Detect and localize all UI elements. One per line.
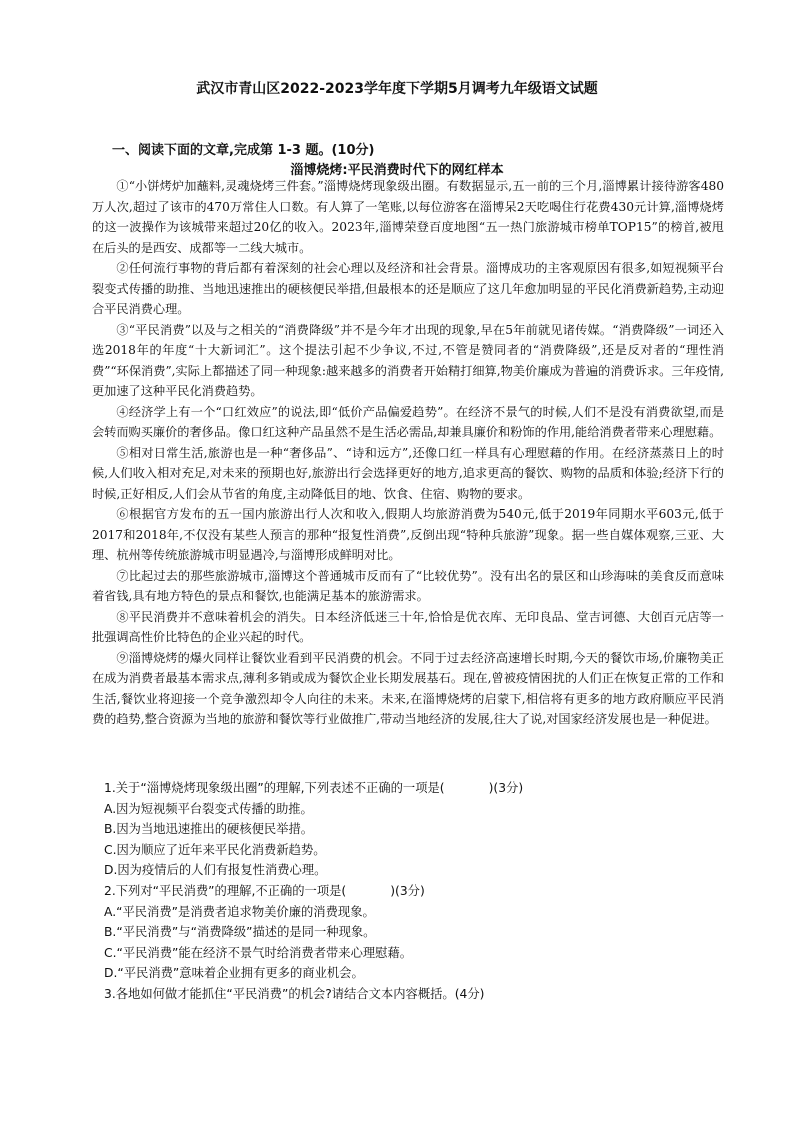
option-a: A.“平民消费”是消费者追求物美价廉的消费现象。	[104, 904, 375, 919]
option-c: C.因为顺应了近年来平民化消费新趋势。	[104, 842, 326, 857]
paragraph-4: ④经济学上有一个“口红效应”的说法,即“低价产品偏爱趋势”。在经济不景气的时候,人们不是没有消费欲望,而是会转而购买廉价的奢侈品。像口红这种产品虽然不是生活必需品,却兼具廉价和粉饰的作用,能给消费者带来心理慰藉。	[92, 404, 724, 439]
paragraph-8: ⑧平民消费并不意味着机会的消失。日本经济低迷三十年,恰恰是优衣库、无印良品、堂吉诃德、大创百元店等一批强调高性价比特色的企业兴起的时代。	[92, 609, 724, 644]
question-stem: 3.各地如何做才能抓住“平民消费”的机会?请结合文本内容概括。(4分)	[104, 986, 485, 1001]
question-stem	[104, 881, 714, 902]
article-title: 淄博烧烤:平民消费时代下的网红样本	[290, 163, 504, 178]
paragraph-7: ⑦比起过去的那些旅游城市,淄博这个普通城市反而有了“比较优势”。没有出名的景区和山珍海味的美食反而意味着省钱,具有地方特色的景点和餐饮,也能满足基本的旅游需求。	[92, 568, 724, 603]
option-d: D.“平民消费”意味着企业拥有更多的商业机会。	[104, 966, 364, 981]
question-2	[104, 881, 714, 984]
stem-score: )(3分)	[390, 883, 425, 898]
stem-text: 2.下列对“平民消费”的理解,不正确的一项是(	[104, 883, 347, 898]
section-heading: 一、阅读下面的文章,完成第 1-3 题。(10分)	[112, 143, 375, 158]
option-b: B.因为当地迅速推出的硬核便民举措。	[104, 822, 314, 837]
question-list	[104, 778, 714, 1005]
stem-text: 1.关于“淄博烧烤现象级出圈”的理解,下列表述不正确的一项是(	[104, 781, 445, 795]
paragraph-6: ⑥根据官方发布的五一国内旅游出行人次和收入,假期人均旅游消费为540元,低于2019年同期水平603元,低于2017和2018年,不仅没有某些人预言的那种“报复性消费”,反倒出现“特种兵旅游”现象。据一些自媒体观察,三亚、大理、杭州等传统旅游城市明显遇冷,与淄博形成鲜明对比。	[92, 507, 724, 562]
option-a: A.因为短视频平台裂变式传播的助推。	[104, 801, 313, 816]
page-title: 武汉市青山区2022-2023学年度下学期5月调考九年级语文试题	[196, 81, 598, 97]
question-1	[104, 778, 714, 881]
paragraph-5: ⑤相对日常生活,旅游也是一种“奢侈品”、“诗和远方”,还像口红一样具有心理慰藉的作用。在经济蒸蒸日上的时候,人们收入相对充足,对未来的预期也好,旅游出行会选择更好的地方,追求更高的餐饮、购物的品质和体验;经济下行的时候,正好相反,人们会从节省的角度,主动降低目的地、饮食、住宿、购物的要求。	[92, 445, 724, 501]
option-c: C.“平民消费”能在经济不景气时给消费者带来心理慰藉。	[104, 945, 413, 960]
option-b: B.“平民消费”与“消费降级”描述的是同一种现象。	[104, 925, 376, 940]
paragraph-9: ⑨淄博烧烤的爆火同样让餐饮业看到平民消费的机会。不同于过去经济高速增长时期,今天的餐饮市场,价廉物美正在成为消费者最基本需求点,薄利多销或成为餐饮企业长期发展基石。现在,曾被疫情困扰的人们正在恢复正常的工作和生活,餐饮业将迎接一个竞争激烈却令人向往的未来。未来,在淄博烧烤的启蒙下,相信将有更多的地方政府顺应平民消费的趋势,整合资源为当地的旅游和餐饮等行业做推广,带动当地经济的发展,往大了说,对国家经济发展也是一种促进。	[92, 650, 724, 726]
question-3	[104, 984, 714, 1005]
paragraph-2: ②任何流行事物的背后都有着深刻的社会心理以及经济和社会背景。淄博成功的主客观原因有很多,如短视频平台裂变式传播的助推、当地迅速推出的硬核便民举措,但最根本的还是顺应了这几年愈加明显的平民化消费新趋势,主动迎合平民消费心理。	[92, 261, 724, 316]
paragraph-3: ③“平民消费”以及与之相关的“消费降级”并不是今年才出现的现象,早在5年前就见诸传媒。“消费降级”一词还入选2018年的年度“十大新词汇”。这个提法引起不少争议,不过,不管是赞同者的“消费降级”,还是反对者的“理性消费”“环保消费”,实际上都描述了同一种现象:越来越多的消费者开始精打细算,物美价廉成为普遍的消费诉求。三年疫情,更加速了这种平民化消费趋势。	[92, 322, 724, 398]
option-d: D.因为疫情后的人们有报复性消费心理。	[104, 863, 327, 878]
stem-score: )(3分)	[488, 781, 524, 795]
paragraph-1: ①“小饼烤炉加蘸料,灵魂烧烤三件套。”淄博烧烤现象级出圈。有数据显示,五一前的三个月,淄博累计接待游客480万人次,超过了该市的470万常住人口数。有人算了一笔账,以每位游客在淄博呆2天吃喝住行花费430元计算,淄博烧烤的这一波操作为该城带来超过20亿的收入。2023年,淄博荣登百度地图“五一热门旅游城市榜单TOP15”的榜首,被甩在后头的是西安、成都等一二线大城市。	[92, 179, 724, 255]
question-stem	[104, 778, 714, 799]
article-body	[92, 176, 724, 730]
